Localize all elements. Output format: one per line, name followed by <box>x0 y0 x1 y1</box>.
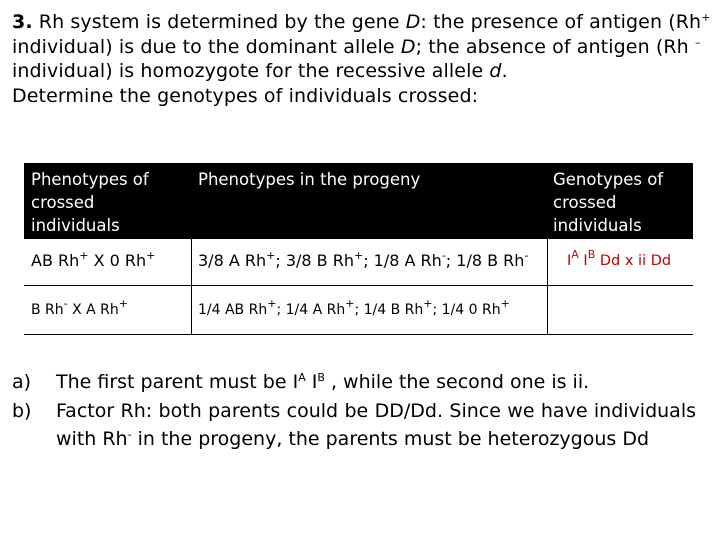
answer-text-segment: in the progeny, the parents must be heterozygous Dd <box>131 428 650 450</box>
cell-text: ; 1/4 B Rh <box>354 302 424 318</box>
row1-genotype <box>567 248 672 271</box>
question-text-segment: Rh system is determined by the gene <box>38 11 406 33</box>
row1-progeny <box>198 251 528 271</box>
header-genotypes-crossed: Genotypes of crossed individuals <box>553 170 664 235</box>
table-bottom-border <box>24 334 693 335</box>
question-text-segment: : the presence of antigen (Rh <box>420 11 702 33</box>
superscript: + <box>146 249 156 262</box>
cell-text: I <box>578 253 588 269</box>
superscript-minus: – <box>694 35 701 49</box>
cell-text: 1/4 AB Rh <box>198 302 268 318</box>
superscript: - <box>524 249 529 262</box>
superscript-plus: + <box>701 11 711 24</box>
superscript: + <box>423 297 433 310</box>
superscript: A <box>298 371 306 384</box>
cell-text: AB Rh <box>31 251 80 270</box>
superscript: + <box>79 249 89 262</box>
row1-parents <box>31 251 155 271</box>
superscript: B <box>587 248 596 261</box>
answer-a-text <box>56 368 696 397</box>
cell-text: X A Rh <box>67 302 119 318</box>
cell-text: ; 1/4 A Rh <box>276 302 346 318</box>
header-phenotypes-progeny: Phenotypes in the progeny <box>198 170 421 189</box>
cell-text: ; 1/4 0 Rh <box>432 302 501 318</box>
answer-b-label: b) <box>12 399 32 422</box>
answers <box>12 368 696 454</box>
answer-a <box>12 368 696 397</box>
question-line-2 <box>12 35 712 60</box>
superscript: + <box>500 297 510 310</box>
recessive-allele: d <box>489 60 502 82</box>
cell-text: I <box>567 253 572 269</box>
question-text-segment: . <box>501 60 508 82</box>
column-divider <box>547 239 548 335</box>
question-line-3 <box>12 59 712 84</box>
question-text-segment: individual) is homozygote for the recessive allele <box>12 60 490 82</box>
answer-text-segment: I <box>305 371 318 393</box>
cell-text: ; 1/8 A Rh <box>363 251 442 270</box>
row2-parents <box>31 297 128 320</box>
superscript: - <box>441 249 446 262</box>
row2-progeny <box>198 297 510 320</box>
answer-text-segment: , while the second one is ii. <box>324 371 590 393</box>
question-line-4: Determine the genotypes of individuals crossed: <box>12 84 479 107</box>
cell-text: X 0 Rh <box>88 251 147 270</box>
column-divider <box>191 239 192 335</box>
superscript: + <box>266 249 276 262</box>
superscript: A <box>571 248 579 261</box>
superscript: + <box>353 249 364 262</box>
superscript: + <box>118 297 128 310</box>
table-row <box>24 239 693 285</box>
table-header-row <box>24 163 693 239</box>
cell-text: 3/8 A Rh <box>198 251 267 270</box>
cell-text: B Rh <box>31 302 64 318</box>
superscript: - <box>127 428 132 441</box>
superscript: - <box>63 297 68 310</box>
table-row <box>24 286 693 334</box>
dominant-allele: D <box>400 35 416 58</box>
gene-symbol: D <box>405 11 421 33</box>
question-line-1 <box>12 10 712 35</box>
answer-b <box>12 397 696 454</box>
cell-text: ; 3/8 B Rh <box>275 251 354 270</box>
cell-text: Dd x ii Dd <box>595 253 672 269</box>
question-text-segment: individual) is due to the dominant allele <box>12 35 401 58</box>
answer-b-text <box>56 397 696 454</box>
superscript: + <box>267 297 277 310</box>
answer-a-label: a) <box>12 371 32 393</box>
answer-text-segment: Factor Rh: both parents could be DD/Dd. Since we have individuals with Rh <box>56 399 696 450</box>
question-text <box>12 10 712 108</box>
superscript: B <box>317 371 325 384</box>
question-number: 3. <box>12 11 33 33</box>
genetics-table <box>24 163 693 335</box>
header-phenotypes-crossed: Phenotypes of crossed individuals <box>31 170 149 235</box>
question-text-segment: ; the absence of antigen (Rh <box>415 35 695 58</box>
answer-text-segment: The first parent must be I <box>56 371 299 393</box>
cell-text: ; 1/8 B Rh <box>445 251 525 270</box>
superscript: + <box>345 297 355 310</box>
